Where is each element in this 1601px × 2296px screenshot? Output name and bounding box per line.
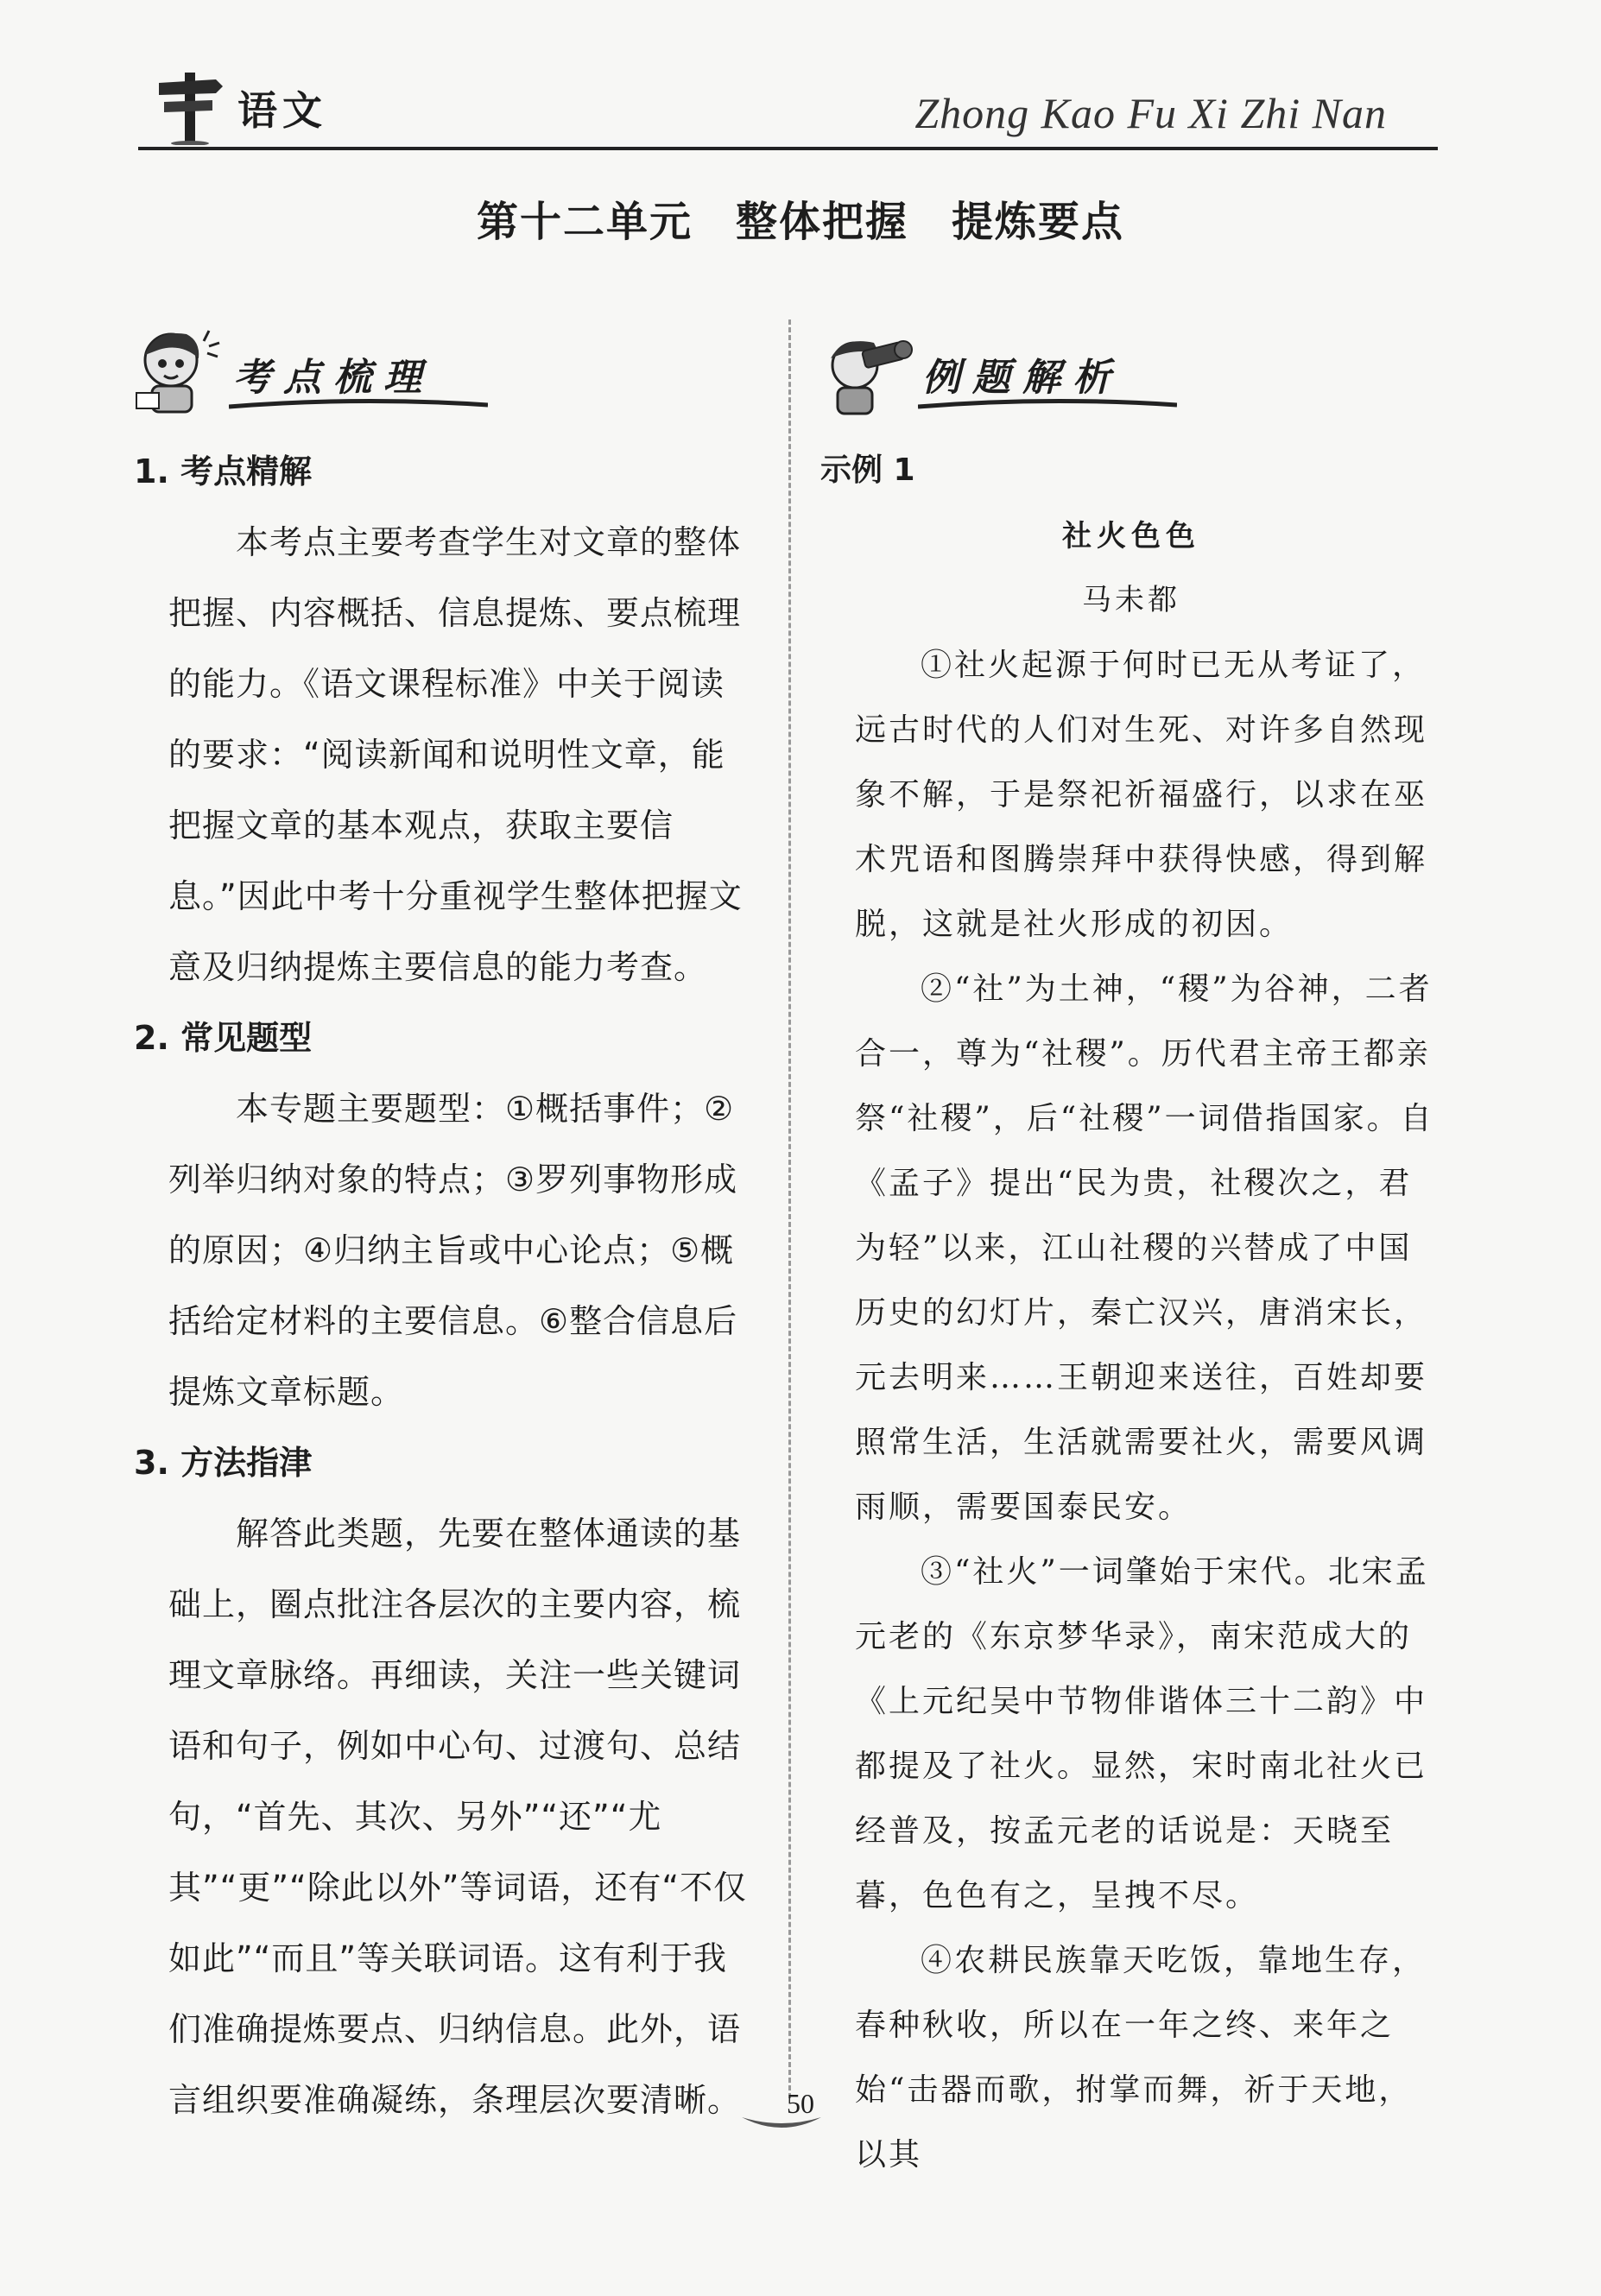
telescope-mascot-icon <box>819 324 914 419</box>
student-mascot-icon <box>130 324 225 419</box>
right-column <box>820 436 1442 2187</box>
book-title-en: Zhong Kao Fu Xi Zhi Nan <box>914 89 1387 137</box>
left-column <box>134 436 756 2135</box>
banner-swoosh <box>229 398 488 410</box>
section-banner-kaodian <box>130 324 440 419</box>
section-2 <box>134 1003 756 1427</box>
banner-label: 考点梳理 <box>233 356 433 400</box>
section-heading: 2. 常见题型 <box>134 1019 313 1057</box>
page-number: 50 <box>787 2088 814 2119</box>
section-text: 解答此类题，先要在整体通读的基础上，圈点批注各层次的主要内容，梳理文章脉络。再细读，关注一些关键词语和句子，例如中心句、过渡句、总结句，“首先、其次、另外”“还”“尤其”“更”“除此以外”等词语，还有“不仅如此”“而且”等关联词语。这有利于我们准确提炼要点、归纳信息。此外，语言组织要准确凝练，条理层次要清晰。 <box>168 1515 748 2119</box>
section-heading: 1. 考点精解 <box>134 452 313 490</box>
section-1 <box>134 436 756 1003</box>
signpost-icon <box>155 67 225 145</box>
article-paragraph: ②“社”为土神，“稷”为谷神，二者合一，尊为“社稷”。历代君主帝王都亲祭“社稷”，后“社稷”一词借指国家。自《孟子》提出“民为贵，社稷次之，君为轻”以来，江山社稷的兴替成了中国历史的幻灯片，秦亡汉兴，唐消宋长，元去明来……王朝迎来送往，百姓却要照常生活，生活就需要社火，需要风调雨顺，需要国泰民安。 <box>855 971 1434 1525</box>
banner-label: 例题解析 <box>922 356 1123 400</box>
page-number-arc <box>738 2098 825 2133</box>
article-paragraph: ①社火起源于何时已无从考证了，远古时代的人们对生死、对许多自然现象不解，于是祭祀祈福盛行，以求在巫术咒语和图腾崇拜中获得快感，得到解脱，这就是社火形成的初因。 <box>855 648 1428 942</box>
banner-swoosh <box>918 398 1177 410</box>
example-label: 示例 1 <box>820 452 915 488</box>
header-rule <box>138 147 1438 150</box>
section-heading: 3. 方法指津 <box>134 1444 313 1482</box>
column-divider <box>788 319 791 2098</box>
article-author: 马未都 <box>1082 583 1180 617</box>
unit-title: 第十二单元 整体把握 提炼要点 <box>476 198 1124 246</box>
section-text: 本专题主要题型：①概括事件；②列举归纳对象的特点；③罗列事物形成的原因；④归纳主旨或中心论点；⑤概括给定材料的主要信息。⑥整合信息后提炼文章标题。 <box>168 1090 738 1411</box>
section-banner-liti <box>819 324 1130 419</box>
article-paragraph: ④农耕民族靠天吃饭，靠地生存，春种秋收，所以在一年之终、来年之始“击器而歌，拊掌而舞，祈于天地，以其 <box>855 1943 1427 2173</box>
section-text: 本考点主要考查学生对文章的整体把握、内容概括、信息提炼、要点梳理的能力。《语文课程标准》中关于阅读的要求：“阅读新闻和说明性文章，能把握文章的基本观点，获取主要信息。”因此中考十分重视学生整体把握文意及归纳提炼主要信息的能力考查。 <box>168 523 743 986</box>
article-paragraph: ③“社火”一词肇始于宋代。北宋孟元老的《东京梦华录》，南宋范成大的《上元纪吴中节物俳谐体三十二韵》中都提及了社火。显然，宋时南北社火已经普及，按孟元老的话说是：天晓至暮，色色有之，呈拽不尽。 <box>855 1554 1429 1913</box>
article-title: 社火色色 <box>1062 519 1200 553</box>
section-3 <box>134 1427 756 2135</box>
subject-title: 语文 <box>237 87 327 134</box>
